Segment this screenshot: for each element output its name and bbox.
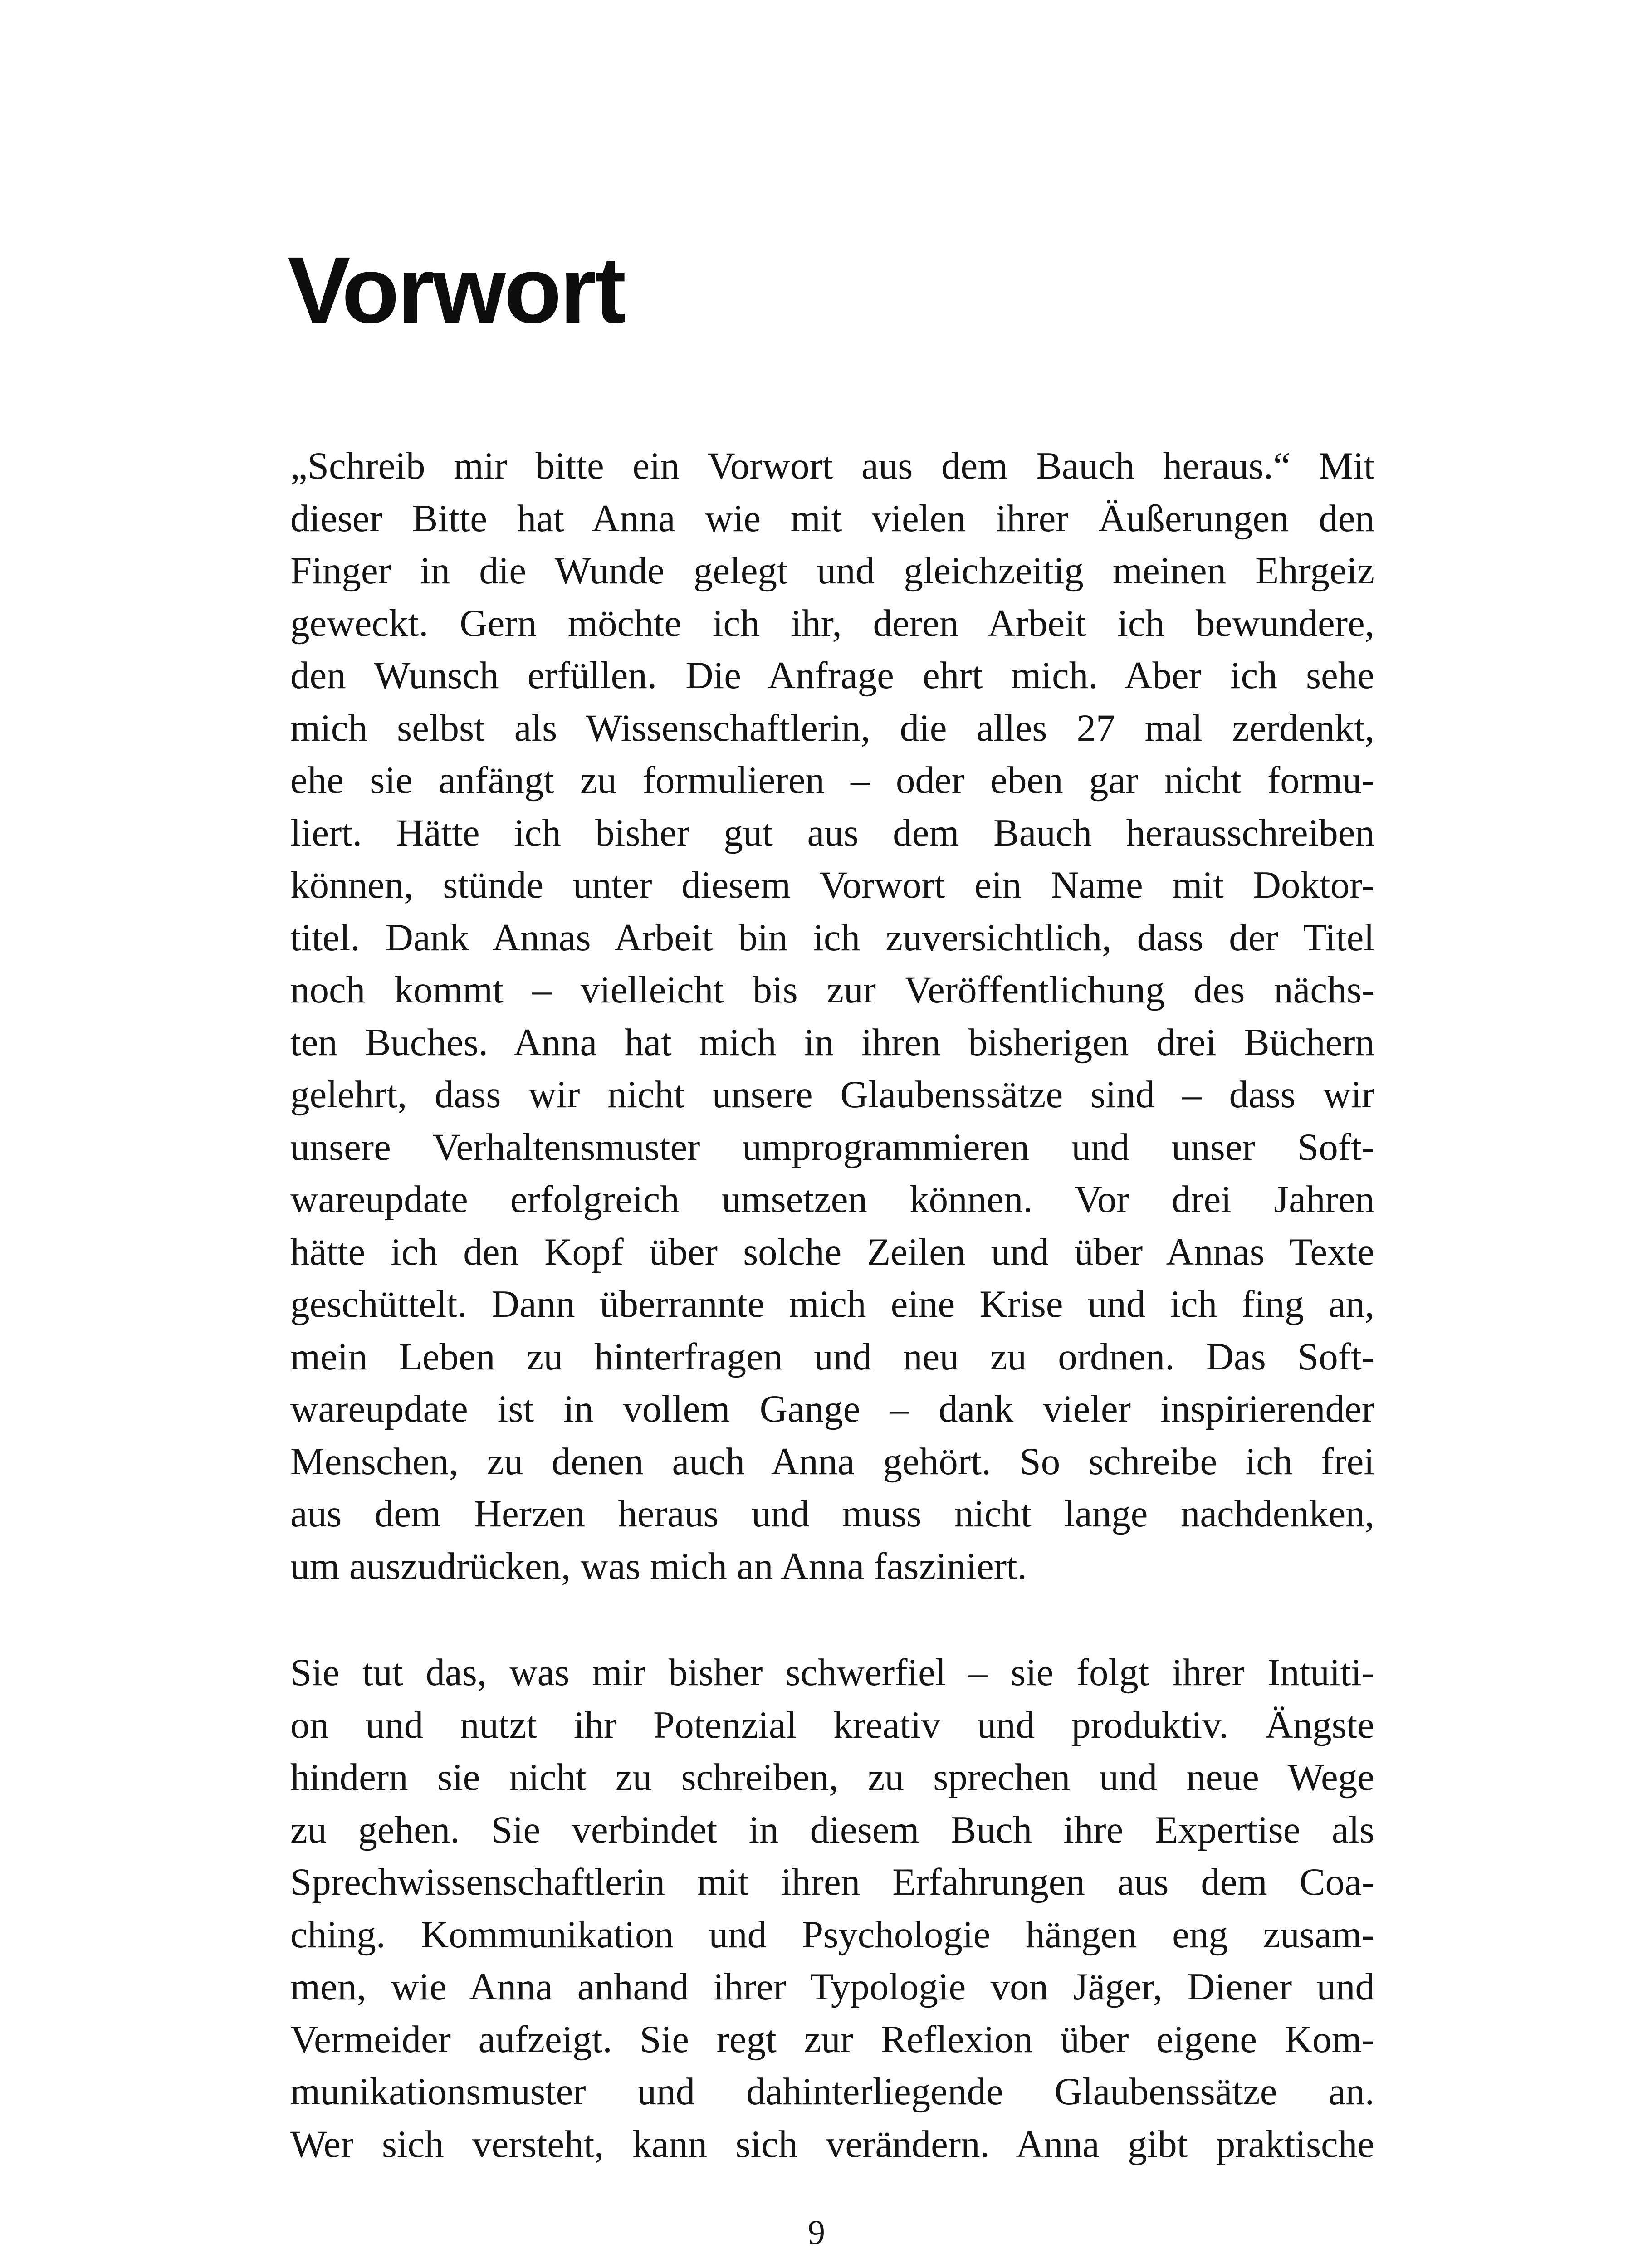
text-line: ehe sie anfängt zu formulieren – oder eben gar nicht formu- <box>290 759 1374 802</box>
text-line: munikationsmuster und dahinterliegende Glaubenssätze an. <box>290 2070 1374 2113</box>
text-line: hätte ich den Kopf über solche Zeilen und über Annas Texte <box>290 1230 1374 1273</box>
text-line: gelehrt, dass wir nicht unsere Glaubenssätze sind – dass wir <box>290 1073 1374 1116</box>
paragraph-1 <box>290 440 1374 1593</box>
text-line: men, wie Anna anhand ihrer Typologie von Jäger, Diener und <box>290 1965 1374 2008</box>
text-line: hindern sie nicht zu schreiben, zu sprechen und neue Wege <box>290 1756 1374 1799</box>
text-line: Sie tut das, was mir bisher schwerfiel – sie folgt ihrer Intuiti- <box>290 1651 1374 1694</box>
text-line: Wer sich versteht, kann sich verändern. Anna gibt praktische <box>290 2122 1374 2165</box>
text-line: unsere Verhaltensmuster umprogrammieren und unser Soft- <box>290 1125 1374 1168</box>
text-line: Menschen, zu denen auch Anna gehört. So schreibe ich frei <box>290 1440 1374 1483</box>
text-line: ten Buches. Anna hat mich in ihren bisherigen drei Büchern <box>290 1021 1374 1064</box>
text-line: den Wunsch erfüllen. Die Anfrage ehrt mich. Aber ich sehe <box>290 654 1374 697</box>
text-line: geschüttelt. Dann überrannte mich eine Krise und ich fing an, <box>290 1283 1374 1325</box>
paragraph-2 <box>290 1647 1374 2170</box>
text-line: „Schreib mir bitte ein Vorwort aus dem Bauch heraus.“ Mit <box>290 445 1374 487</box>
text-line: Finger in die Wunde gelegt und gleichzeitig meinen Ehrgeiz <box>290 549 1374 592</box>
chapter-title: Vorwort <box>288 238 625 343</box>
text-line: noch kommt – vielleicht bis zur Veröffentlichung des nächs- <box>290 968 1374 1011</box>
text-line: können, stünde unter diesem Vorwort ein Name mit Doktor- <box>290 864 1374 906</box>
text-line: on und nutzt ihr Potenzial kreativ und produktiv. Ängste <box>290 1703 1374 1746</box>
text-line: mich selbst als Wissenschaftlerin, die alles 27 mal zerdenkt, <box>290 706 1374 749</box>
page-number: 9 <box>808 2214 825 2252</box>
text-line: wareupdate ist in vollem Gange – dank vieler inspirierender <box>290 1388 1374 1430</box>
text-line: wareupdate erfolgreich umsetzen können. Vor drei Jahren <box>290 1178 1374 1221</box>
text-line: zu gehen. Sie verbindet in diesem Buch ihre Expertise als <box>290 1808 1374 1851</box>
text-line: liert. Hätte ich bisher gut aus dem Bauch herausschreiben <box>290 811 1374 854</box>
text-line: ching. Kommunikation und Psychologie hängen eng zusam- <box>290 1913 1374 1956</box>
text-line: Vermeider aufzeigt. Sie regt zur Reflexion über eigene Kom- <box>290 2018 1374 2061</box>
text-line: dieser Bitte hat Anna wie mit vielen ihrer Äußerungen den <box>290 497 1374 540</box>
text-line: Sprechwissenschaftlerin mit ihren Erfahrungen aus dem Coa- <box>290 1861 1374 1903</box>
text-line: um auszudrücken, was mich an Anna fasziniert. <box>290 1545 1027 1588</box>
text-line: geweckt. Gern möchte ich ihr, deren Arbeit ich bewundere, <box>290 601 1374 645</box>
text-line: titel. Dank Annas Arbeit bin ich zuversichtlich, dass der Titel <box>290 916 1374 959</box>
text-line: mein Leben zu hinterfragen und neu zu ordnen. Das Soft- <box>290 1335 1374 1378</box>
text-line: aus dem Herzen heraus und muss nicht lange nachdenken, <box>290 1492 1374 1535</box>
